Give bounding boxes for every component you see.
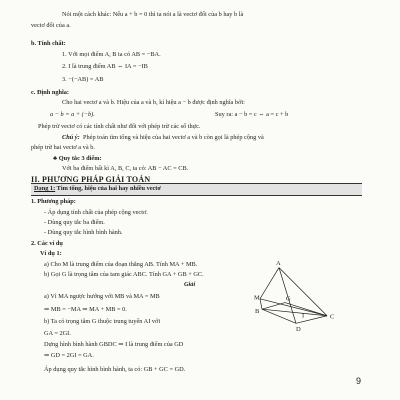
subheading-dinh-nghia: c. Định nghĩa: [31,88,69,96]
text-line: vectơ đối của a. [31,21,71,29]
section-title: II. PHƯƠNG PHÁP GIẢI TOÁN [31,174,151,184]
label-C: C [330,313,335,321]
subheading-tinh-chat: b. Tính chất: [31,39,66,47]
text-line: Nói một cách khác: Nếu a + b = 0 thì ta nói a là vectơ đối của b hay b là [62,11,244,19]
definition-note: Phép trừ vectơ có các tính chất như đối với phép trừ các số thực. [38,122,201,130]
property-3: 3. −(−AB) = AB [62,75,104,83]
page-number: 9 [356,376,362,386]
method-step-3: - Dùng quy tắc hình bình hành. [44,229,123,237]
label-D: D [296,325,301,333]
method-step-2: - Dùng quy tắc ba điểm. [44,219,105,227]
example-1-title: Ví dụ 1: [40,250,62,258]
property-1: 1. Với mọi điểm A, B ta có AB = −BA. [62,50,161,58]
rule-statement: Với ba điểm bất kì A, B, C, ta có: AB − AC = CB. [62,165,189,173]
solution-step-4: GA = 2GI. [44,329,71,337]
problem-type-text: Tìm tổng, hiệu của hai hay nhiều vectơ [56,185,161,193]
label-B: B [255,307,260,315]
label-A: A [276,259,281,267]
label-G: G [286,295,291,303]
problem-type-label: Dạng 1: [34,185,56,193]
segment-AM [260,267,279,298]
segment-BG [262,302,285,309]
solution-step-1: a) Vì MA ngược hướng với MB và MA = MB [44,292,160,300]
solution-step-7: Áp dụng quy tắc hình bình hành, ta có: GB + GC = GD. [44,366,186,374]
note-label: Chú ý: [62,134,80,142]
segment-CD [296,316,327,324]
solution-step-3: b) Ta có trọng tâm G thuộc trung tuyến AI với [44,318,161,326]
examples-heading: 2. Các ví dụ [31,239,63,247]
example-question-a: a) Cho M là trung điểm của đoạn thẳng AB. Tính MA + MB. [44,260,198,268]
triangle-figure [0,7,400,385]
definition-formula: a − b = a + (−b). [50,111,95,119]
segment-BC [262,309,327,316]
example-question-b: b) Gọi G là trọng tâm của tam giác ABC. Tính GA + GB + GC. [44,270,204,278]
note-text: Phép toán tìm tổng và hiệu của hai vectơ a và b còn gọi là phép cộng và [83,134,264,142]
solution-step-5: Dựng hình bình hành GBDC ⇒ I là trung điểm của GD [44,340,184,348]
note-text-cont: phép trừ hai vectơ a và b. [31,144,95,152]
rule-heading: ♣ Quy tắc 3 điểm: [53,154,102,162]
solution-label: Giải [184,281,196,289]
definition-consequence: Suy ra: a − b = c ⇔ a = c + b [215,111,289,119]
method-step-1: - Áp dụng tính chất của phép cộng vectơ. [44,208,148,216]
segment-MB [260,299,262,309]
label-M: M [254,294,260,302]
property-2: 2. I là trung điểm AB ⇔ IA = −IB [62,63,148,71]
label-I: I [302,312,305,320]
method-heading: 1. Phương pháp: [31,198,76,206]
definition-line: Cho hai vectơ a và b. Hiệu của a và b, kí hiệu a − b được định nghĩa bởi: [62,99,245,107]
solution-step-6: ⇒ GD = 2GI = GA. [44,352,94,360]
solution-step-2: ⇒ MB = −MA ⇒ MA + MB = 0. [44,305,127,313]
